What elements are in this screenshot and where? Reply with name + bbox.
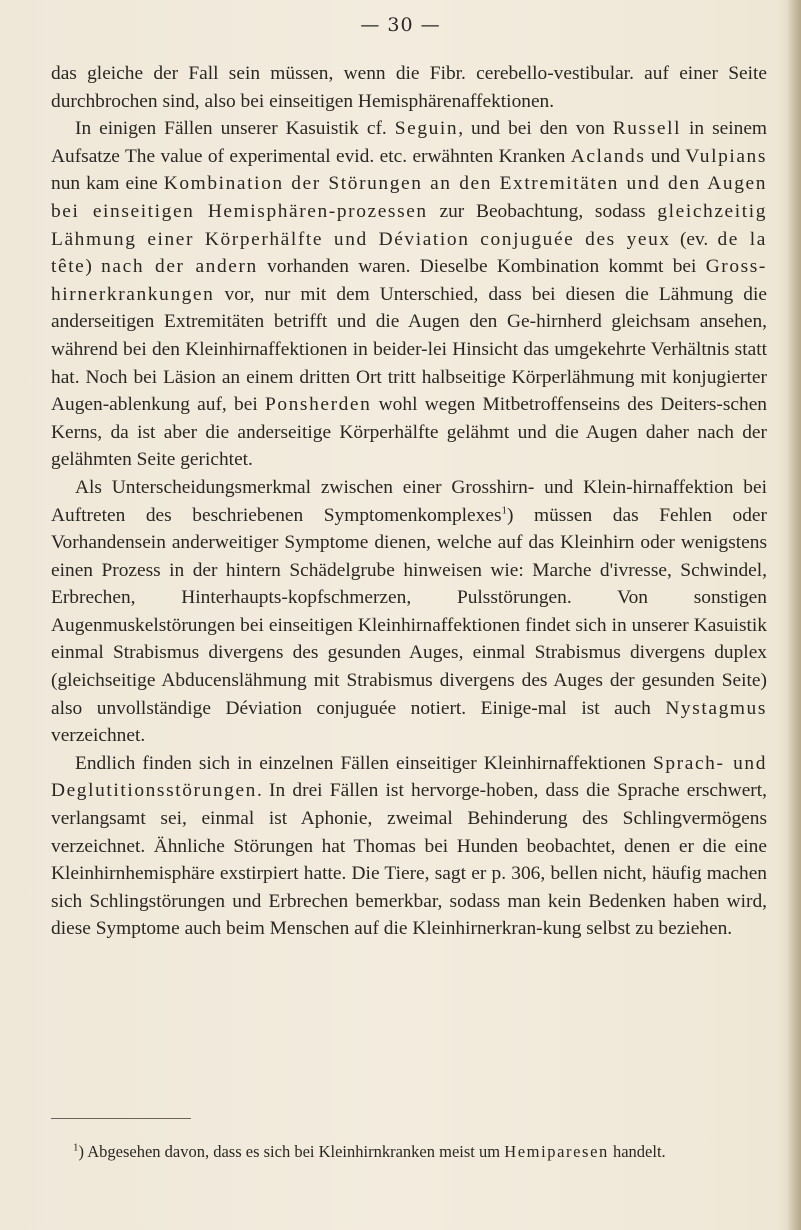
text-run: nun kam eine <box>51 173 164 195</box>
spaced-text: nach der andern <box>101 256 258 278</box>
text-run: In einigen Fällen unserer Kasuistik cf. <box>75 118 395 140</box>
text-run: Endlich finden sich in einzelnen Fällen einseitiger Kleinhirnaffektionen <box>75 752 653 774</box>
paragraph-3 <box>51 474 767 750</box>
spaced-text: gleichzeitig Lähmung einer Körperhälfte und Déviation conjuguée des yeux <box>51 200 767 250</box>
text-run: Als Unterscheidungsmerkmal zwischen einer Grosshirn- und Klein-hirnaffektion bei Auftreten des beschriebenen Symptomenkomplexes <box>51 476 767 526</box>
spaced-text: Nystagmus <box>665 697 767 719</box>
footnote-marker: 1 <box>501 504 507 517</box>
text-run: das gleiche der Fall sein müssen, wenn die Fibr. cerebello-vestibular. auf einer Seite durchbrochen sind, also bei einseitigen Hemisphärenaffektionen. <box>51 63 767 112</box>
paragraph-4 <box>51 750 767 943</box>
spaced-text: Gross-hirnerkrankungen <box>51 256 767 305</box>
text-run: und <box>645 145 686 167</box>
spaced-text: Seguin <box>394 118 459 140</box>
text-run: vorhanden waren. Dieselbe Kombination kommt bei <box>257 256 706 278</box>
spaced-text: Kombination der Störungen an den Extremitäten und den Augen bei einseitigen Hemisphären-prozessen <box>51 173 767 222</box>
paragraph-1 <box>51 60 767 115</box>
text-run: . In drei Fällen ist hervorge-hoben, dass die Sprache erschwert, verlangsamt sei, einmal ist Aphonie, zweimal Behinderung des Schlingvermögens verzeichnet. Ähnliche Störungen hat Thomas bei Hunden beobachtet, denen er die eine Kleinhirnhemisphäre exstirpiert hatte. Die Tiere, sagt er p. 306, bellen nicht, häufig machen sich Schlingstörungen und Erbrechen bemerkbar, sodass man kein Bedenken haben wird, diese Symptome auch beim Menschen auf die Kleinhirnerkran-kung selbst zu beziehen. <box>51 780 767 940</box>
text-run: handelt. <box>608 1141 666 1161</box>
spaced-text: Russell <box>612 118 682 140</box>
text-run: , und bei den von <box>458 118 613 140</box>
text-run: in seinem Aufsatze The value of experimental evid. etc. erwähnten Kranken <box>51 118 768 167</box>
text-run: ) Abgesehen davon, dass es sich bei Kleinhirnkranken meist um <box>78 1141 505 1161</box>
text-run: zur Beobachtung, sodass <box>427 200 658 222</box>
spaced-text: Sprach- und Deglutitionsstörungen <box>51 752 767 802</box>
spaced-text: Hemiparesen <box>504 1141 609 1161</box>
page-number: — 30 — <box>360 14 441 36</box>
spaced-text: Ponsherden <box>264 394 372 416</box>
footnote-rule <box>51 1118 191 1119</box>
paragraph-2 <box>51 115 767 474</box>
text-run: vor, nur mit dem Unterschied, dass bei diesen die Lähmung die anderseitigen Extremitäten betrifft und die Augen den Ge-hirnherd gleichsam ansehen, während bei den Kleinhirnaffektionen in beider-lei Hinsicht das umgekehrte Verhältnis statt hat. Noch bei Läsion an einem dritten Ort tritt halbseitige Körperlähmung mit konjugierter Augen-ablenkung auf, bei <box>51 283 767 416</box>
text-run: ) müssen das Fehlen oder Vorhandensein anderweitiger Symptome dienen, welche auf das Kleinhirn oder wenigstens einen Prozess in der hintern Schädelgrube hinweisen wie: Marche d'ivresse, Schwindel, Erbrechen, Hinterhaupts-kopfschmerzen, Pulsstörungen. Von sonstigen Augenmuskelstörungen bei einseitigen Kleinhirnaffektionen findet sich in unserer Kasuistik einmal Strabismus divergens des gesunden Auges, einmal Strabismus divergens duplex (gleichseitige Abducenslähmung mit Strabismus divergens des Auges der gesunden Seite) also unvollständige Déviation conjuguée notiert. Einige-mal ist auch <box>51 504 767 719</box>
text-run: (ev. <box>670 228 718 250</box>
spaced-text: Aclands <box>570 145 646 167</box>
text-run: verzeichnet. <box>51 725 146 747</box>
text-run: wohl wegen Mitbetroffenseins des Deiters-schen Kerns, da ist aber die anderseitige Körperhälfte gelähmt und die Augen daher nach der gelähmten Seite gerichtet. <box>51 394 767 471</box>
text-run: ) <box>85 256 102 278</box>
spaced-text: de la tête <box>51 228 767 278</box>
body-text <box>51 60 767 943</box>
footnote <box>51 1141 767 1162</box>
footnote-marker: 1 <box>73 1141 79 1153</box>
spaced-text: Vulpians <box>685 145 767 167</box>
page-edge-shadow <box>787 0 801 1230</box>
